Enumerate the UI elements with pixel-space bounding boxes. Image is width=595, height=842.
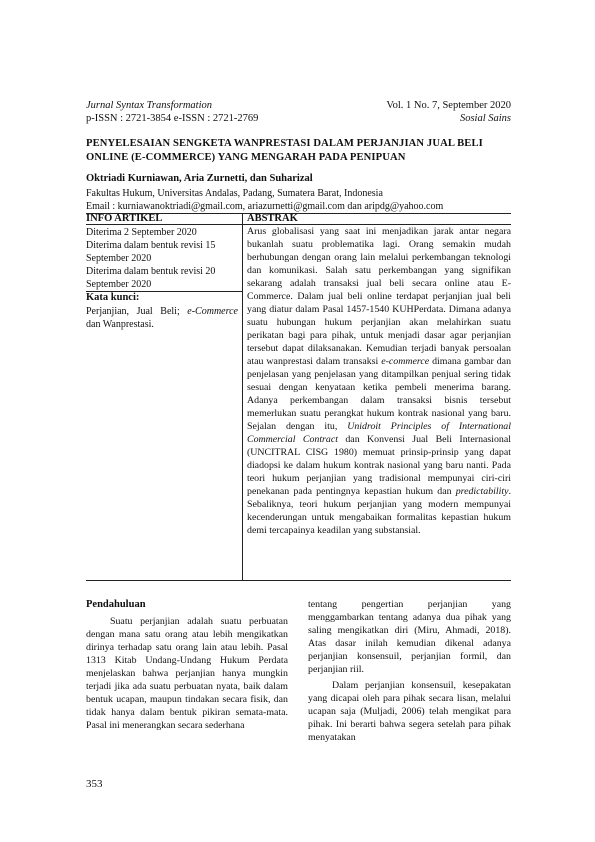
keywords-part-2: e-Commerce	[187, 306, 238, 317]
intro-paragraph-3: Dalam perjanjian konsensuil, kesepakatan yang dicapai oleh para pihak secara lisan, melalui ucapan saja (Muljadi, 2006) telah mengikat para pihak. Ini berarti bahwa segera setelah para pihak menyatakan	[308, 680, 511, 743]
column-divider	[242, 213, 243, 580]
abstract-seg-2: e-commerce	[381, 356, 430, 367]
keywords-part-1: Perjanjian, Jual Beli;	[86, 306, 188, 317]
intro-heading: Pendahuluan	[86, 599, 146, 610]
keywords-part-3: dan Wanprestasi.	[86, 319, 154, 330]
abstract-seg-3: dimana gambar dan penjelasan yang penjelasan yang ditampilkan penjual sering tidak sesuai dengan kenyataan ketika pembeli menerima barang. Adanya perkembangan dalam transaksi bisnis tersebut memerlukan suatu perangkat hukum kontrak nasional yang baru. Sejalan dengan itu,	[247, 356, 512, 432]
body-right-column	[308, 598, 511, 744]
author-email: Email : kurniawanoktriadi@gmail.com, ariazurnetti@gmail.com dan aripdg@yahoo.com	[86, 201, 444, 212]
abstract-seg-7: . Sebaliknya, teori hukum perjanjian yang modern mempunyai kecenderungan untuk mengabaikan formalitas kepastian hukum demi tercapainya keadilan yang substansial.	[247, 486, 511, 536]
revised-date-2: Diterima dalam bentuk revisi 20 September 2020	[86, 266, 216, 290]
info-heading: INFO ARTIKEL	[86, 213, 163, 224]
received-date: Diterima 2 September 2020	[86, 227, 197, 238]
journal-volume: Vol. 1 No. 7, September 2020	[386, 100, 511, 111]
journal-section: Sosial Sains	[459, 113, 511, 124]
affiliation-text: Fakultas Hukum, Universitas Andalas, Padang, Sumatera Barat, Indonesia	[86, 188, 383, 199]
body-left-column	[86, 598, 288, 732]
abstract-paragraph	[247, 225, 511, 537]
paper-authors: Oktriadi Kurniawan, Aria Zurnetti, dan Suharizal	[86, 173, 313, 184]
abstract-seg-5: dan Konvensi Jual Beli Internasional (UNCITRAL CISG 1980) memuat prinsip-prinsip yang dapat diadopsi ke dalam hukum kontrak nasional yang baru nanti. Pada teori hukum perjanjian yang tradisional mempunyai ciri-ciri penekanan pada pentingnya kepastian hukum dan	[247, 434, 511, 497]
abstract-heading: ABSTRAK	[247, 213, 298, 224]
revised-date-1: Diterima dalam bentuk revisi 15 September 2020	[86, 240, 216, 264]
page-number: 353	[86, 778, 103, 790]
paper-affiliation	[86, 187, 443, 213]
journal-issn: p-ISSN : 2721-3854 e-ISSN : 2721-2769	[86, 113, 259, 124]
info-dates	[86, 226, 238, 291]
abstract-seg-6: predictability	[455, 486, 509, 497]
intro-paragraph-2: tentang pengertian perjanjian yang menggambarkan tentang adanya dua pihak yang saling mengikatkan diri (Miru, Ahmadi, 2018). Atas dasar inilah kemudian dikenal adanya perjanjian konsensuil, perjanjian formil, dan perjanjian riil.	[308, 599, 511, 675]
bottom-rule	[86, 580, 511, 581]
abstract-body	[247, 225, 511, 537]
abstract-seg-4: Unidroit Principles of International Commercial Contract	[247, 421, 511, 445]
keywords-text	[86, 305, 238, 331]
keywords-heading: Kata kunci:	[86, 292, 140, 303]
journal-name: Jurnal Syntax Transformation	[86, 100, 213, 111]
intro-paragraph-1: Suatu perjanjian adalah suatu perbuatan dengan mana satu orang atau lebih mengikatkan dirinya terhadap satu orang lain atau lebih. Pasal 1313 Kitab Undang-Undang Hukum Perdata menjelaskan bahwa perjanjian hanya mungkin terjadi jika ada suatu perbuatan nyata, baik dalam bentuk ucapan, maupun tindakan secara fisik, dan tidak hanya dalam bentuk pikiran semata-mata. Pasal ini menerangkan secara sederhana	[86, 616, 288, 731]
paper-title: PENYELESAIAN SENGKETA WANPRESTASI DALAM PERJANJIAN JUAL BELI ONLINE (E-COMMERCE) YANG MENGARAH PADA PENIPUAN	[86, 138, 483, 163]
abstract-seg-1: Arus globalisasi yang saat ini menjadikan jarak antar negara bukanlah suatu problematika lagi. Orang semakin mudah berhubungan dengan orang lain melalui perkembangan teknologi dan komunikasi. Salah satu perkembangan yang signifikan sekarang adalah transaksi jual beli secara online atau E-Commerce. Dalam jual beli online terdapat perjanjian jual beli yang diatur dalam Pasal 1457-1540 KUHPerdata. Dimana adanya suatu hubungan hukum perjanjian akan melahirkan suatu perikatan bagi para pihak, untuk menjadi dasar agar perjanjian tersebut dapat dilaksanakan. Kemudian terjadi banyak persoalan atau wanprestasi dalam transaksi	[247, 226, 511, 367]
